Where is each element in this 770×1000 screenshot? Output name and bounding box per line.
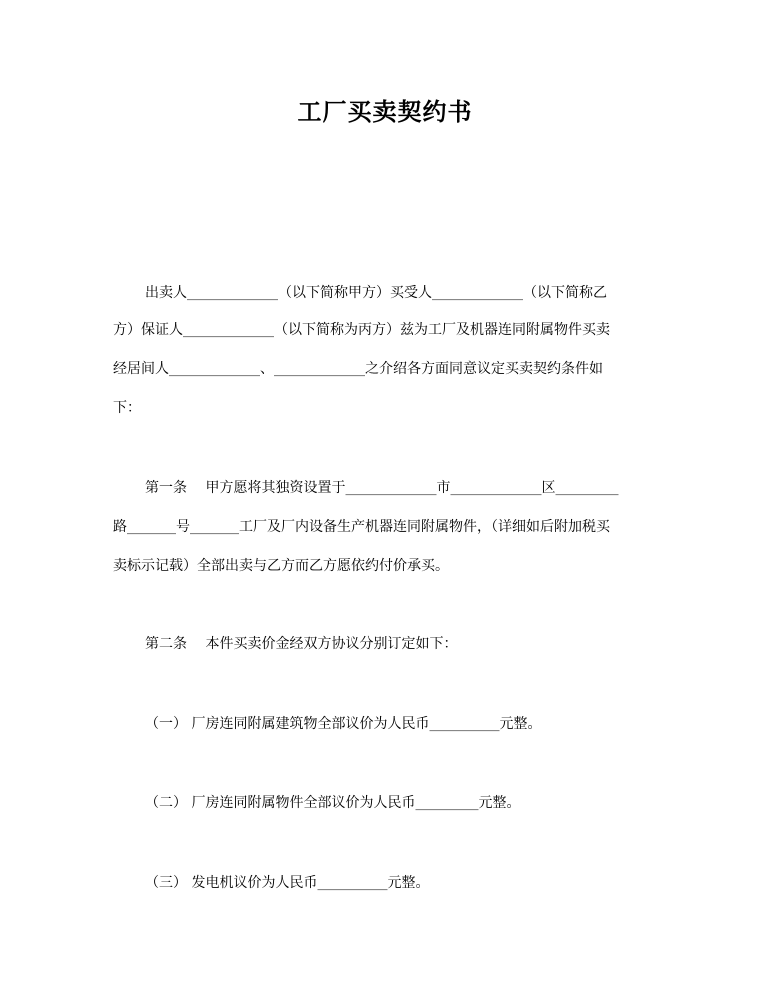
article-1-line-1: 第一条 甲方愿将其独资设置于_____________市_____________区_________ [145,480,619,496]
document-title: 工厂买卖契约书 [297,98,473,126]
price-item-2: （二） 厂房连同附属物件全部议价为人民币_________元整。 [145,795,521,811]
article-2-line-1: 第二条 本件买卖价金经双方协议分别订定如下： [145,636,458,652]
preamble-line-3: 经居间人_____________、_____________之介绍各方面同意议定买卖契约条件如 [113,361,603,377]
article-1-line-2: 路_______号_______工厂及厂内设备生产机器连同附属物件，（详细如后附加税买 [113,519,610,535]
preamble-line-2: 方）保证人_____________（以下简称为丙方）兹为工厂及机器连同附属物件买卖 [113,322,610,338]
preamble-line-1: 出卖人_____________（以下简称甲方）买受人_____________（以下简称乙 [145,285,607,301]
price-item-1: （一） 厂房连同附属建筑物全部议价为人民币__________元整。 [145,716,542,732]
price-item-3: （三） 发电机议价为人民币__________元整。 [145,875,430,891]
article-1-line-3: 卖标示记载）全部出卖与乙方而乙方愿依约付价承买。 [113,558,449,574]
preamble-line-4: 下： [113,400,141,416]
